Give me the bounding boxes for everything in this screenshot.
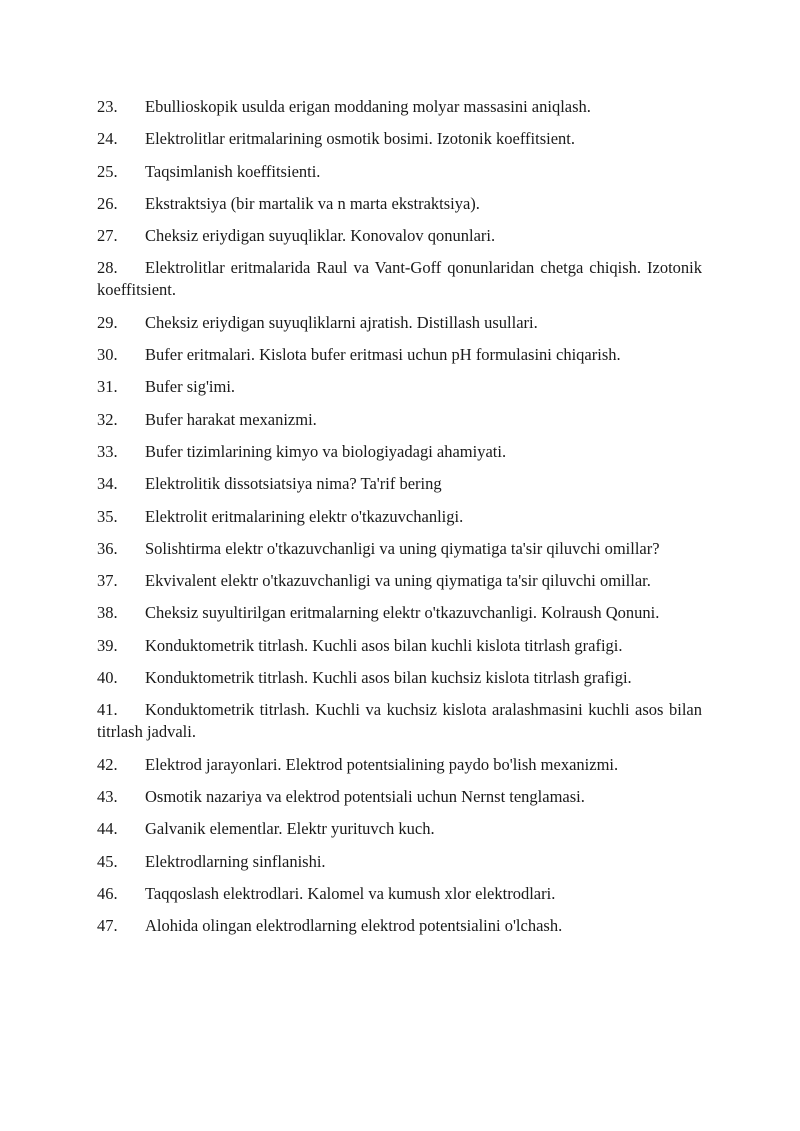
item-text: Bufer eritmalari. Kislota bufer eritmasi uchun pH formulasini chiqarish.: [145, 345, 621, 365]
list-item: [97, 699, 702, 743]
item-number: 32.: [97, 409, 118, 429]
list-item: [97, 818, 702, 840]
item-number: 40.: [97, 668, 118, 688]
item-number: 41.: [97, 700, 118, 720]
list-item: [97, 473, 702, 495]
item-number: 33.: [97, 441, 118, 461]
item-text: Elektrolitlar eritmalarining osmotik bosimi. Izotonik koeffitsient.: [145, 129, 575, 149]
item-number: 45.: [97, 851, 118, 871]
item-text: Galvanik elementlar. Elektr yurituvch kuch.: [145, 819, 435, 839]
item-text: Taqqoslash elektrodlari. Kalomel va kumush xlor elektrodlari.: [145, 883, 556, 903]
item-text: Taqsimlanish koeffitsienti.: [145, 161, 321, 181]
item-text: Elektrolitlar eritmalarida Raul va Vant-Goff qonunlaridan chetga chiqish. Izotonik koeffitsient.: [97, 258, 702, 300]
list-item: [97, 851, 702, 873]
list-item: [97, 570, 702, 592]
item-text: Elektrolitik dissotsiatsiya nima? Ta'rif bering: [145, 474, 442, 494]
item-number: 47.: [97, 916, 118, 936]
list-item: [97, 667, 702, 689]
list-item: [97, 754, 702, 776]
item-text: Cheksiz suyultirilgan eritmalarning elektr o'tkazuvchanligi. Kolraush Qonuni.: [145, 603, 660, 623]
list-item: [97, 96, 702, 118]
item-number: 27.: [97, 226, 118, 246]
list-item: [97, 915, 702, 937]
list-item: [97, 441, 702, 463]
list-item: [97, 344, 702, 366]
list-item: [97, 128, 702, 150]
item-number: 44.: [97, 819, 118, 839]
list-item: [97, 376, 702, 398]
item-number: 34.: [97, 474, 118, 494]
item-number: 38.: [97, 603, 118, 623]
item-text: Cheksiz eriydigan suyuqliklar. Konovalov qonunlari.: [145, 226, 496, 246]
item-text: Bufer harakat mexanizmi.: [145, 409, 317, 429]
item-number: 42.: [97, 754, 118, 774]
item-text: Osmotik nazariya va elektrod potentsiali uchun Nernst tenglamasi.: [145, 786, 585, 806]
item-text: Alohida olingan elektrodlarning elektrod potentsialini o'lchash.: [145, 916, 563, 936]
item-number: 30.: [97, 345, 118, 365]
item-number: 28.: [97, 258, 118, 278]
item-text: Ekvivalent elektr o'tkazuvchanligi va uning qiymatiga ta'sir qiluvchi omillar.: [145, 571, 651, 591]
item-number: 31.: [97, 377, 118, 397]
list-item: [97, 883, 702, 905]
item-number: 25.: [97, 161, 118, 181]
item-text: Konduktometrik titrlash. Kuchli va kuchsiz kislota aralashmasini kuchli asos bilan titrlash jadvali.: [97, 700, 702, 742]
item-text: Elektrod jarayonlari. Elektrod potentsialining paydo bo'lish mexanizmi.: [145, 754, 619, 774]
list-item: [97, 257, 702, 301]
item-text: Ebullioskopik usulda erigan moddaning molyar massasini aniqlash.: [145, 97, 591, 116]
item-number: 43.: [97, 786, 118, 806]
item-text: Elektrodlarning sinflanishi.: [145, 851, 326, 871]
item-number: 46.: [97, 883, 118, 903]
item-number: 24.: [97, 129, 118, 149]
item-text: Bufer tizimlarining kimyo va biologiyadagi ahamiyati.: [145, 441, 507, 461]
item-text: Konduktometrik titrlash. Kuchli asos bilan kuchsiz kislota titrlash grafigi.: [145, 668, 632, 688]
list-item: [97, 602, 702, 624]
list-item: [97, 225, 702, 247]
item-number: 26.: [97, 193, 118, 213]
list-item: [97, 161, 702, 183]
item-number: 29.: [97, 312, 118, 332]
list-item: [97, 312, 702, 334]
list-item: [97, 538, 702, 560]
item-text: Bufer sig'imi.: [145, 377, 236, 397]
item-text: Ekstraktsiya (bir martalik va n marta ekstraktsiya).: [145, 193, 480, 213]
item-text: Cheksiz eriydigan suyuqliklarni ajratish. Distillash usullari.: [145, 312, 538, 332]
document-page: [97, 96, 702, 947]
list-item: [97, 506, 702, 528]
item-text: Elektrolit eritmalarining elektr o'tkazuvchanligi.: [145, 506, 464, 526]
item-number: 36.: [97, 538, 118, 558]
item-number: 37.: [97, 571, 118, 591]
item-text: Konduktometrik titrlash. Kuchli asos bilan kuchli kislota titrlash grafigi.: [145, 635, 623, 655]
item-number: 35.: [97, 506, 118, 526]
item-number: 23.: [97, 97, 118, 116]
list-item: [97, 193, 702, 215]
list-item: [97, 409, 702, 431]
list-item: [97, 786, 702, 808]
item-text: Solishtirma elektr o'tkazuvchanligi va uning qiymatiga ta'sir qiluvchi omillar?: [145, 538, 660, 558]
item-number: 39.: [97, 635, 118, 655]
list-item: [97, 635, 702, 657]
